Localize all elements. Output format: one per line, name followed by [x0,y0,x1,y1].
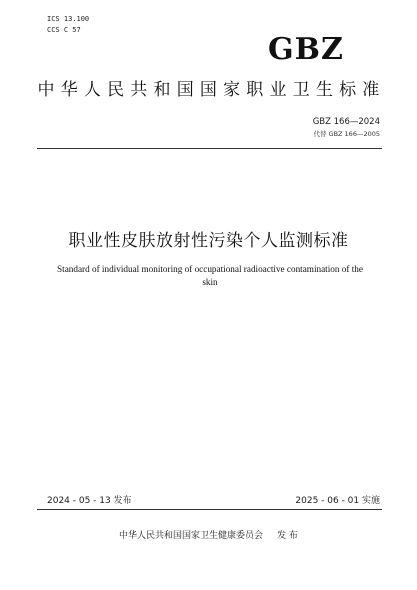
implementation-date: 2025 - 06 - 01 实施 [295,496,380,506]
publisher-line [0,530,417,542]
header-divider [37,148,382,149]
ics-code: ICS 13.100 [47,15,90,23]
publish-label: 发 布 [277,531,298,541]
ccs-code: CCS C 57 [47,26,81,34]
classification-codes [47,14,89,36]
gbz-logo: GBZ [268,32,344,67]
document-title-chinese: 职业性皮肤放射性污染个人监测标准 [68,231,349,251]
publisher-name: 中华人民共和国国家卫生健康委员会 [119,531,264,541]
replaces-standard: 代替 GBZ 166—2005 [313,130,380,138]
standard-category-title: 中华人民共和国国家职业卫生标准 [37,80,386,100]
standard-number: GBZ 166—2024 [312,117,380,127]
issue-date: 2024 - 05 - 13 发布 [47,496,132,506]
footer-divider [37,509,382,510]
document-title-english: Standard of individual monitoring of occupational radioactive contamination of the skin [57,264,363,287]
